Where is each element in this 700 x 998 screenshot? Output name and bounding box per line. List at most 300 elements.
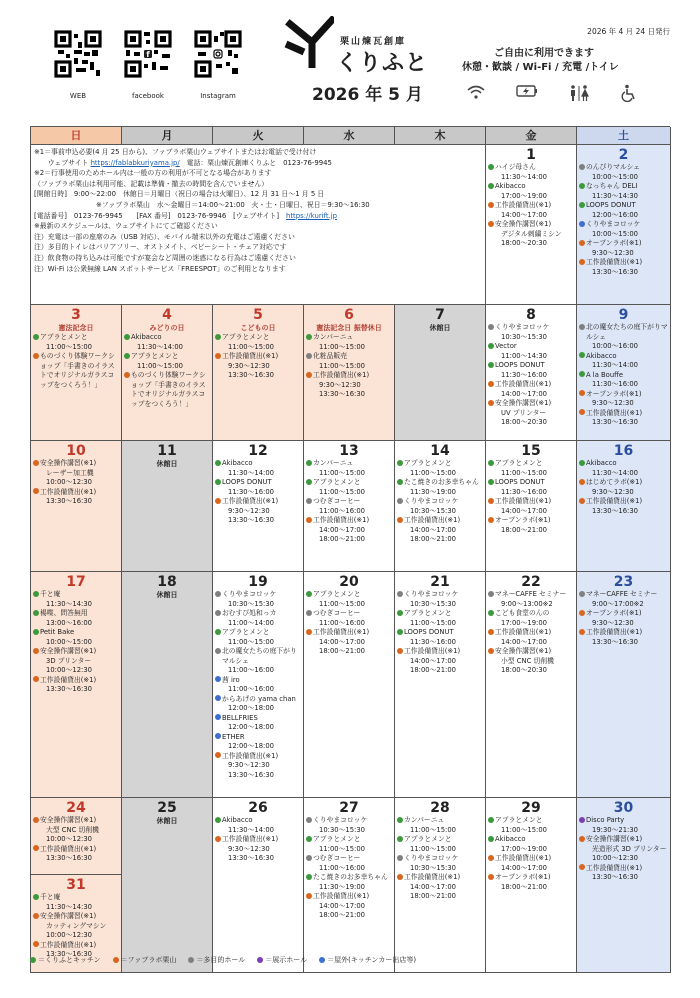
event-detail: 13:30～16:30 <box>228 854 274 862</box>
event-item[interactable] <box>579 390 668 409</box>
venue-dot-icon <box>215 817 221 823</box>
day-cell[interactable] <box>577 572 671 798</box>
day-cell[interactable] <box>577 441 671 572</box>
day-cell[interactable] <box>213 305 304 441</box>
event-title: 安全操作講習(※1) <box>40 647 97 655</box>
event-item[interactable] <box>215 695 301 714</box>
event-detail: 9:30～12:30 <box>592 618 634 627</box>
event-item[interactable] <box>306 352 392 371</box>
venue-dot-icon <box>488 460 494 466</box>
day-cell[interactable] <box>304 572 395 798</box>
issue-date: 2026 年 4 月 24 日発行 <box>587 27 670 36</box>
day-cell[interactable] <box>213 572 304 798</box>
event-title: 工作設備貸出(※1) <box>495 497 552 505</box>
event-detail: 18:00～20:30 <box>501 666 547 674</box>
note-line: 注）Wi-Fi は公衆無線 LAN スポットサービス「FREESPOT」のご利用となります <box>34 264 286 273</box>
day-number: 27 <box>339 800 359 816</box>
venue-dot-icon <box>33 610 39 616</box>
venue-dot-icon <box>306 460 312 466</box>
venue-dot-icon <box>33 488 39 494</box>
weekday-wednesday: 水 <box>304 127 395 145</box>
event-item[interactable] <box>306 590 392 609</box>
day-number: 30 <box>613 800 634 816</box>
event-detail: 10:00～16:00 <box>592 342 638 350</box>
event-item[interactable] <box>488 201 574 220</box>
day-cell[interactable] <box>486 572 577 798</box>
event-item[interactable] <box>488 220 574 249</box>
event-item[interactable] <box>215 816 301 835</box>
day-cell[interactable] <box>213 798 304 973</box>
event-detail: 11:30～19:00 <box>410 487 456 496</box>
event-detail: レーザー加工機 <box>46 468 94 477</box>
event-item[interactable] <box>215 676 301 695</box>
event-detail: 10:00～12:30 <box>46 666 92 674</box>
day-cell[interactable] <box>122 305 213 441</box>
venue-dot-icon <box>488 183 494 189</box>
venue-dot-icon <box>579 479 585 485</box>
event-title: こども食堂のんの <box>495 609 550 617</box>
event-detail: 11:30～16:00 <box>592 380 638 388</box>
day-cell[interactable] <box>31 305 122 441</box>
event-title: マネーCAFFE セミナー <box>586 590 658 598</box>
day-cell[interactable] <box>577 798 671 973</box>
event-item[interactable] <box>215 733 301 752</box>
event-item[interactable] <box>579 220 668 239</box>
day-cell[interactable] <box>395 441 486 572</box>
event-detail: 11:00～15:00 <box>319 361 365 370</box>
event-title: アプラとメンと <box>495 459 543 467</box>
event-item[interactable] <box>579 239 668 258</box>
event-title: 工作設備貸出(※1) <box>313 371 370 379</box>
event-detail: デジタル刺繍ミシン <box>501 229 562 238</box>
event-title: 安全操作講習(※1) <box>40 459 97 467</box>
event-item[interactable] <box>397 873 483 902</box>
event-detail: 17:00～19:00 <box>501 618 547 627</box>
qr-web[interactable] <box>50 30 106 100</box>
event-item[interactable] <box>488 590 574 609</box>
venue-dot-icon <box>215 752 221 758</box>
event-detail: 13:30～16:30 <box>228 371 274 379</box>
event-item[interactable] <box>306 609 392 628</box>
day-cell[interactable] <box>486 145 577 305</box>
event-detail: 17:00～19:00 <box>501 844 547 853</box>
event-detail: 11:00～16:00 <box>319 618 365 627</box>
event-item[interactable] <box>306 459 392 478</box>
note-line: ※最新のスケジュールは、ウェブサイトにてご確認ください <box>34 222 218 231</box>
event-title: 工作設備貸出(※1) <box>404 516 461 524</box>
event-title: アプラとメンと <box>40 333 88 341</box>
event-detail: 13:30～16:30 <box>319 390 365 398</box>
event-title: アプラとメンと <box>313 590 361 598</box>
event-title: ETHER <box>222 732 245 741</box>
event-detail: 11:30～14:30 <box>46 902 92 911</box>
day-cell[interactable] <box>486 305 577 441</box>
day-number: 19 <box>248 574 268 590</box>
event-detail: 11:30～16:00 <box>410 637 456 646</box>
event-item[interactable] <box>488 459 574 478</box>
day-number: 12 <box>248 443 268 459</box>
event-detail: 9:30～12:30 <box>592 248 634 257</box>
event-item[interactable] <box>33 647 119 676</box>
event-detail: 9:00～17:00※2 <box>592 599 644 608</box>
event-item[interactable] <box>215 628 301 647</box>
event-detail: 11:00～16:00 <box>228 666 274 674</box>
day-number: 23 <box>613 574 634 590</box>
event-title: おむすび処和っカ <box>222 609 277 617</box>
event-detail: 10:30～15:30 <box>228 599 274 608</box>
event-detail: 12:00～18:00 <box>228 742 274 750</box>
legend-label: ＝展示ホール <box>265 956 308 964</box>
event-item[interactable] <box>579 816 668 835</box>
event-title: Vector <box>495 342 517 350</box>
event-item[interactable] <box>33 488 119 507</box>
legend-label: ＝ファブラボ栗山 <box>120 956 177 964</box>
event-title: 工作設備貸出(※1) <box>495 854 552 862</box>
event-title: 安全操作講習(※1) <box>495 647 552 655</box>
day-cell[interactable] <box>213 441 304 572</box>
event-title: オープンラボ(※1) <box>586 239 642 247</box>
day-cell[interactable] <box>577 305 671 441</box>
event-item[interactable] <box>215 478 301 497</box>
event-item[interactable] <box>579 323 668 352</box>
venue-dot-icon <box>579 836 585 842</box>
event-detail: 14:00～17:00 <box>319 525 365 534</box>
day-number: 17 <box>66 574 86 590</box>
event-item[interactable] <box>33 333 119 352</box>
event-item[interactable] <box>306 628 392 657</box>
event-detail: 11:00～15:00 <box>46 342 92 351</box>
event-item[interactable] <box>33 816 119 845</box>
event-item[interactable] <box>33 676 119 695</box>
event-item[interactable] <box>306 371 392 400</box>
event-item[interactable] <box>397 628 483 647</box>
event-item[interactable] <box>215 647 301 676</box>
event-item[interactable] <box>579 864 668 883</box>
kurift-website-link[interactable]: https://kurift.jp <box>285 211 338 220</box>
venue-dot-icon <box>579 460 585 466</box>
event-detail: 11:30～14:00 <box>592 468 638 477</box>
event-item[interactable] <box>397 647 483 676</box>
event-detail: 11:00～15:00 <box>501 825 547 834</box>
day-cell[interactable] <box>122 798 213 973</box>
event-item[interactable] <box>579 497 668 516</box>
day-cell[interactable] <box>304 305 395 441</box>
event-item[interactable] <box>306 333 392 352</box>
event-title: Akibacco <box>586 459 617 467</box>
event-detail: 9:30～12:30 <box>228 844 270 853</box>
event-item[interactable] <box>488 380 574 399</box>
event-item[interactable] <box>488 163 574 182</box>
day-cell[interactable] <box>304 798 395 973</box>
event-item[interactable] <box>397 854 483 873</box>
event-title: 工作設備貸出(※1) <box>222 835 279 843</box>
event-detail: カッティングマシン <box>46 921 107 930</box>
event-detail: UV プリンター <box>501 408 547 417</box>
event-item[interactable] <box>488 873 574 892</box>
day-number: 9 <box>618 307 629 323</box>
wifi-icon <box>466 84 486 106</box>
event-item[interactable] <box>33 912 119 941</box>
event-detail: 13:30～16:30 <box>592 873 638 881</box>
qr-label-web: WEB <box>69 92 87 100</box>
event-detail: 18:00～21:00 <box>410 892 456 900</box>
venue-dot-icon <box>488 629 494 635</box>
event-item[interactable] <box>397 516 483 545</box>
event-item[interactable] <box>488 399 574 428</box>
day-number: 2 <box>618 147 629 163</box>
venue-dot-icon <box>306 836 312 842</box>
event-title: Akibacco <box>586 351 617 360</box>
event-item[interactable] <box>33 845 119 864</box>
event-item[interactable] <box>33 628 119 647</box>
venue-dot-icon <box>579 259 585 265</box>
venue-dot-icon <box>397 817 403 823</box>
event-detail: 11:00～16:00 <box>319 863 365 872</box>
event-item[interactable] <box>488 647 574 676</box>
venue-dot-icon <box>579 629 585 635</box>
venue-dot-icon <box>488 202 494 208</box>
event-item[interactable] <box>397 609 483 628</box>
event-item[interactable] <box>579 409 668 428</box>
event-title: マネーCAFFE セミナー <box>495 590 567 598</box>
event-item[interactable] <box>397 478 483 497</box>
event-item[interactable] <box>397 835 483 854</box>
logo-subtitle: 栗山煉瓦創庫 <box>340 37 407 47</box>
venue-dot-icon <box>215 591 221 597</box>
event-detail: 10:30～15:30 <box>410 506 456 515</box>
event-detail: 11:30～14:00 <box>228 468 274 477</box>
event-title: 工作設備貸出(※1) <box>40 844 97 853</box>
day-cell[interactable] <box>122 572 213 798</box>
event-item[interactable] <box>215 459 301 478</box>
venue-dot-icon <box>488 164 494 170</box>
venue-dot-icon <box>306 517 312 523</box>
event-item[interactable] <box>488 609 574 628</box>
event-item[interactable] <box>306 816 392 835</box>
event-detail: 11:00～15:00 <box>319 487 365 496</box>
event-item[interactable] <box>306 497 392 516</box>
note-line: [電話番号] 0123-76-9945 [FAX 番号] 0123-76-9946 [ウェブサイト] https://kurift.jp <box>34 211 338 220</box>
venue-dot-icon <box>579 324 585 330</box>
venue-dot-icon <box>397 648 403 654</box>
facility-icons <box>466 84 638 106</box>
event-item[interactable] <box>33 459 119 488</box>
day-cell[interactable] <box>122 441 213 572</box>
event-detail: 11:00～15:00 <box>137 361 183 370</box>
venue-dot-icon <box>215 733 221 739</box>
event-detail: 11:00～15:00 <box>410 825 456 834</box>
event-item[interactable] <box>306 835 392 854</box>
event-item[interactable] <box>124 352 210 371</box>
event-title: LOOPS DONUT <box>495 478 545 486</box>
day-cell[interactable] <box>31 441 122 572</box>
legend-dot-icon <box>113 957 119 963</box>
day-number: 8 <box>526 307 536 323</box>
event-title: A la Bouffe <box>586 370 624 379</box>
event-item[interactable] <box>33 893 119 912</box>
legend-item <box>319 955 416 965</box>
event-item[interactable] <box>579 590 668 609</box>
event-detail: 14:00～17:00 <box>501 389 547 398</box>
event-title: くりやまコロッケ <box>313 816 368 824</box>
event-detail: 10:30～15:30 <box>501 332 547 341</box>
event-item[interactable] <box>579 835 668 864</box>
event-item[interactable] <box>215 752 301 781</box>
event-item[interactable] <box>397 816 483 835</box>
event-item[interactable] <box>124 333 210 352</box>
event-item[interactable] <box>488 323 574 342</box>
day-cell[interactable] <box>395 798 486 973</box>
qr-instagram[interactable] <box>190 30 246 100</box>
event-item[interactable] <box>488 516 574 535</box>
event-detail: 12:00～18:00 <box>228 704 274 712</box>
event-item[interactable] <box>306 478 392 497</box>
event-detail: 11:00～15:00 <box>501 468 547 477</box>
event-item[interactable] <box>579 371 668 390</box>
wheelchair-icon <box>620 84 638 106</box>
event-detail: 11:30～14:30 <box>592 191 638 200</box>
event-item[interactable] <box>488 478 574 497</box>
venue-dot-icon <box>397 629 403 635</box>
day-cell[interactable] <box>395 305 486 441</box>
qr-code-icon <box>194 30 242 78</box>
event-item[interactable] <box>488 816 574 835</box>
event-item[interactable] <box>579 352 668 371</box>
event-item[interactable] <box>306 516 392 545</box>
closed-label: 休館日 <box>156 591 178 599</box>
event-item[interactable] <box>579 201 668 220</box>
event-item[interactable] <box>579 163 668 182</box>
event-title: アプラとメンと <box>404 835 452 843</box>
event-detail: 11:00～15:00 <box>410 844 456 853</box>
venue-dot-icon <box>33 913 39 919</box>
event-item[interactable] <box>33 609 119 628</box>
event-item[interactable] <box>397 590 483 609</box>
event-item[interactable] <box>33 352 119 390</box>
event-item[interactable] <box>397 459 483 478</box>
event-title: Akibacco <box>495 182 526 190</box>
day-cell-24[interactable] <box>33 800 119 864</box>
event-detail: 11:00～15:00 <box>319 342 365 351</box>
event-item[interactable] <box>579 258 668 277</box>
venue-dot-icon <box>306 353 312 359</box>
event-item[interactable] <box>306 854 392 873</box>
event-title: アプラとメンと <box>404 459 452 467</box>
day-number: 16 <box>613 443 634 459</box>
legend-label: ＝多目的ホール <box>196 956 246 964</box>
event-title: アプラとメンと <box>495 816 543 824</box>
month-title: 2026 年 5 月 <box>312 85 423 105</box>
event-item[interactable] <box>488 497 574 516</box>
event-detail: 14:00～17:00 <box>501 637 547 646</box>
legend-dot-icon <box>257 957 263 963</box>
legend-label: ＝くりふとキッチン <box>38 956 101 964</box>
venue-dot-icon <box>306 893 312 899</box>
event-item[interactable] <box>215 352 301 381</box>
event-item[interactable] <box>397 497 483 516</box>
venue-dot-icon <box>33 676 39 682</box>
event-title: 安全操作講習(※1) <box>586 835 643 843</box>
event-item[interactable] <box>215 497 301 526</box>
weekday-tuesday: 火 <box>213 127 304 145</box>
venue-dot-icon <box>124 334 130 340</box>
event-title: 工作設備貸出(※1) <box>222 751 279 760</box>
event-item[interactable] <box>488 182 574 201</box>
event-detail: 13:30～16:30 <box>592 637 638 646</box>
venue-dot-icon <box>579 390 585 396</box>
event-item[interactable] <box>33 590 119 609</box>
event-item[interactable] <box>215 333 301 352</box>
event-item[interactable] <box>124 371 210 409</box>
event-item[interactable] <box>579 478 668 497</box>
closed-label: 休館日 <box>156 817 178 825</box>
event-item[interactable] <box>579 628 668 647</box>
closed-label: 休館日 <box>429 324 451 332</box>
day-cell[interactable] <box>31 572 122 798</box>
qr-facebook[interactable] <box>120 30 176 100</box>
event-title: 工作設備貸出(※1) <box>222 352 279 360</box>
event-item[interactable] <box>579 609 668 628</box>
venue-dot-icon <box>397 874 403 880</box>
day-number: 22 <box>521 574 541 590</box>
venue-dot-icon <box>579 352 585 358</box>
day-cell[interactable] <box>395 572 486 798</box>
venue-dot-icon <box>306 629 312 635</box>
fablab-website-link[interactable]: https://fablabkuriyama.jp/ <box>90 158 180 167</box>
day-cell[interactable] <box>304 441 395 572</box>
event-item[interactable] <box>215 835 301 864</box>
venue-dot-icon <box>33 941 39 947</box>
day-cell[interactable] <box>577 145 671 305</box>
event-detail: 13:30～16:30 <box>46 685 92 693</box>
venue-dot-icon <box>488 221 494 227</box>
weekday-sunday: 日 <box>31 127 122 145</box>
event-title: カンパーニュ <box>404 816 445 824</box>
event-item[interactable] <box>488 628 574 647</box>
day-cell[interactable] <box>486 798 577 973</box>
legend-dot-icon <box>319 957 325 963</box>
event-item[interactable] <box>215 590 301 609</box>
venue-dot-icon <box>306 498 312 504</box>
event-item[interactable] <box>488 854 574 873</box>
venue-dot-icon <box>397 855 403 861</box>
venue-dot-icon <box>579 183 585 189</box>
event-detail: 12:00～16:00 <box>592 210 638 219</box>
event-item[interactable] <box>306 892 392 921</box>
event-title: ハイジ母さん <box>495 163 536 171</box>
note-line: （ファブラボ栗山は利用可能、記載は準備・撤去の時間を含んでいません） <box>34 179 269 188</box>
event-title: 工作設備貸出(※1) <box>586 863 643 872</box>
event-item[interactable] <box>579 459 668 478</box>
event-title: 工作設備貸出(※1) <box>40 940 97 949</box>
event-item[interactable] <box>215 714 301 733</box>
event-item[interactable] <box>488 342 574 361</box>
event-item[interactable] <box>306 873 392 892</box>
event-item[interactable] <box>488 835 574 854</box>
day-number: 1 <box>526 147 536 163</box>
day-number: 4 <box>162 307 172 323</box>
venue-dot-icon <box>488 874 494 880</box>
event-item[interactable] <box>579 182 668 201</box>
event-detail: 13:30～16:30 <box>46 854 92 862</box>
day-cell[interactable] <box>486 441 577 572</box>
legend <box>30 955 416 965</box>
event-detail: 13:30～16:30 <box>46 497 92 505</box>
venue-dot-icon <box>488 648 494 654</box>
event-item[interactable] <box>488 361 574 380</box>
svg-text:f: f <box>146 50 150 60</box>
event-item[interactable] <box>215 609 301 628</box>
